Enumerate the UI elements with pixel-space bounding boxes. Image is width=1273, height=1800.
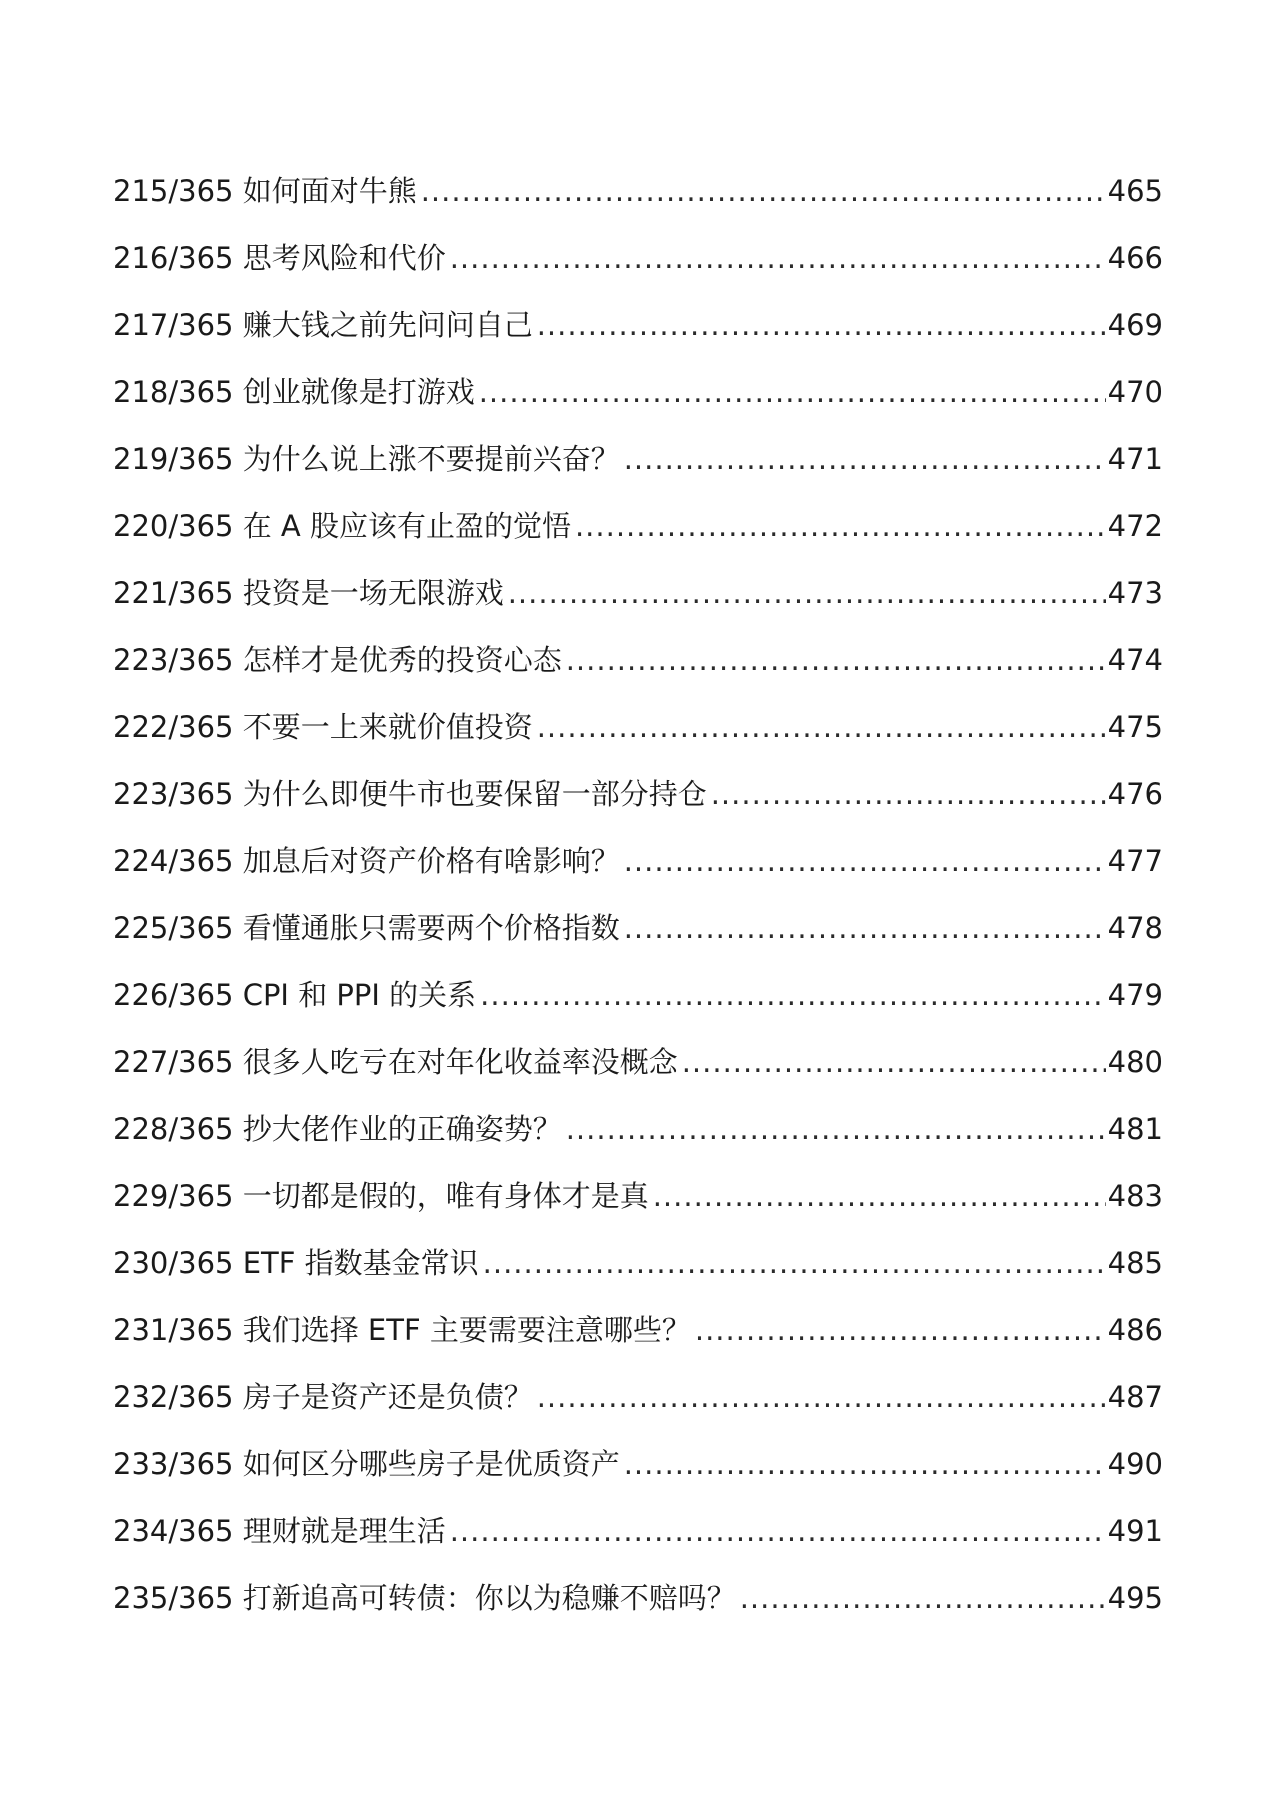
toc-entry-page: 491 <box>1107 1514 1163 1548</box>
dot-leader <box>537 292 1106 359</box>
dot-leader <box>421 158 1106 225</box>
dot-leader <box>566 1096 1106 1163</box>
toc-entry-title: 229/365 一切都是假的，唯有身体才是真 <box>113 1179 649 1213</box>
toc-entry[interactable] <box>113 1565 1163 1632</box>
toc-entry-title: 219/365 为什么说上涨不要提前兴奋？ <box>113 442 620 476</box>
toc-entry[interactable] <box>113 1029 1163 1096</box>
toc-entry-title: 231/365 我们选择 ETF 主要需要注意哪些？ <box>113 1313 691 1347</box>
dot-leader <box>740 1565 1106 1632</box>
toc-entry[interactable] <box>113 962 1163 1029</box>
toc-entry-page: 476 <box>1107 777 1163 811</box>
toc-entry[interactable] <box>113 1297 1163 1364</box>
toc-entry[interactable] <box>113 1163 1163 1230</box>
toc-entry[interactable] <box>113 292 1163 359</box>
toc-entry[interactable] <box>113 1431 1163 1498</box>
toc-entry-page: 479 <box>1107 978 1163 1012</box>
dot-leader <box>575 493 1106 560</box>
toc-entry-page: 474 <box>1107 643 1163 677</box>
toc-entry-title: 217/365 赚大钱之前先问问自己 <box>113 308 533 342</box>
toc-entry-title: 215/365 如何面对牛熊 <box>113 174 417 208</box>
toc-entry[interactable] <box>113 694 1163 761</box>
toc-entry-title: 228/365 抄大佬作业的正确姿势？ <box>113 1112 562 1146</box>
toc-entry-page: 481 <box>1107 1112 1163 1146</box>
dot-leader <box>508 560 1106 627</box>
dot-leader <box>695 1297 1106 1364</box>
toc-entry-page: 490 <box>1107 1447 1163 1481</box>
toc-entry-title: 225/365 看懂通胀只需要两个价格指数 <box>113 911 620 945</box>
toc-entry-page: 486 <box>1107 1313 1163 1347</box>
toc-entry[interactable] <box>113 1230 1163 1297</box>
toc-entry-page: 495 <box>1107 1581 1163 1615</box>
dot-leader <box>624 1431 1106 1498</box>
toc-entry[interactable] <box>113 426 1163 493</box>
dot-leader <box>624 895 1106 962</box>
table-of-contents <box>113 158 1163 1632</box>
toc-entry-page: 469 <box>1107 308 1163 342</box>
toc-entry-title: 232/365 房子是资产还是负债？ <box>113 1380 533 1414</box>
toc-entry-title: 227/365 很多人吃亏在对年化收益率没概念 <box>113 1045 678 1079</box>
toc-entry-title: 220/365 在 A 股应该有止盈的觉悟 <box>113 509 571 543</box>
toc-entry-title: 216/365 思考风险和代价 <box>113 241 446 275</box>
toc-entry-page: 465 <box>1107 174 1163 208</box>
toc-entry-page: 477 <box>1107 844 1163 878</box>
dot-leader <box>450 225 1106 292</box>
toc-entry-title: 223/365 怎样才是优秀的投资心态 <box>113 643 562 677</box>
toc-entry[interactable] <box>113 359 1163 426</box>
toc-entry[interactable] <box>113 895 1163 962</box>
toc-entry-title: 223/365 为什么即便牛市也要保留一部分持仓 <box>113 777 707 811</box>
toc-entry-page: 472 <box>1107 509 1163 543</box>
toc-entry-page: 483 <box>1107 1179 1163 1213</box>
dot-leader <box>624 426 1106 493</box>
toc-entry[interactable] <box>113 1096 1163 1163</box>
toc-entry-title: 233/365 如何区分哪些房子是优质资产 <box>113 1447 620 1481</box>
toc-entry[interactable] <box>113 1498 1163 1565</box>
toc-entry-page: 487 <box>1107 1380 1163 1414</box>
dot-leader <box>537 694 1106 761</box>
toc-entry-title: 230/365 ETF 指数基金常识 <box>113 1246 479 1280</box>
toc-entry-title: 222/365 不要一上来就价值投资 <box>113 710 533 744</box>
dot-leader <box>682 1029 1106 1096</box>
toc-entry-page: 466 <box>1107 241 1163 275</box>
dot-leader <box>483 1230 1106 1297</box>
toc-entry-page: 470 <box>1107 375 1163 409</box>
dot-leader <box>537 1364 1106 1431</box>
toc-entry-title: 221/365 投资是一场无限游戏 <box>113 576 504 610</box>
toc-entry[interactable] <box>113 627 1163 694</box>
toc-entry-title: 226/365 CPI 和 PPI 的关系 <box>113 978 477 1012</box>
dot-leader <box>480 962 1105 1029</box>
toc-entry-page: 471 <box>1107 442 1163 476</box>
toc-entry[interactable] <box>113 225 1163 292</box>
toc-entry[interactable] <box>113 828 1163 895</box>
toc-entry[interactable] <box>113 493 1163 560</box>
toc-entry-page: 480 <box>1107 1045 1163 1079</box>
toc-entry-title: 235/365 打新追高可转债：你以为稳赚不赔吗？ <box>113 1581 736 1615</box>
toc-entry-title: 234/365 理财就是理生活 <box>113 1514 446 1548</box>
toc-entry[interactable] <box>113 560 1163 627</box>
dot-leader <box>711 761 1106 828</box>
toc-entry-title: 218/365 创业就像是打游戏 <box>113 375 475 409</box>
toc-entry-page: 475 <box>1107 710 1163 744</box>
toc-entry-page: 485 <box>1107 1246 1163 1280</box>
toc-entry-title: 224/365 加息后对资产价格有啥影响？ <box>113 844 620 878</box>
toc-entry[interactable] <box>113 1364 1163 1431</box>
dot-leader <box>450 1498 1106 1565</box>
toc-entry[interactable] <box>113 158 1163 225</box>
dot-leader <box>653 1163 1106 1230</box>
dot-leader <box>624 828 1106 895</box>
toc-entry-page: 478 <box>1107 911 1163 945</box>
dot-leader <box>479 359 1106 426</box>
toc-entry[interactable] <box>113 761 1163 828</box>
dot-leader <box>566 627 1106 694</box>
toc-entry-page: 473 <box>1107 576 1163 610</box>
